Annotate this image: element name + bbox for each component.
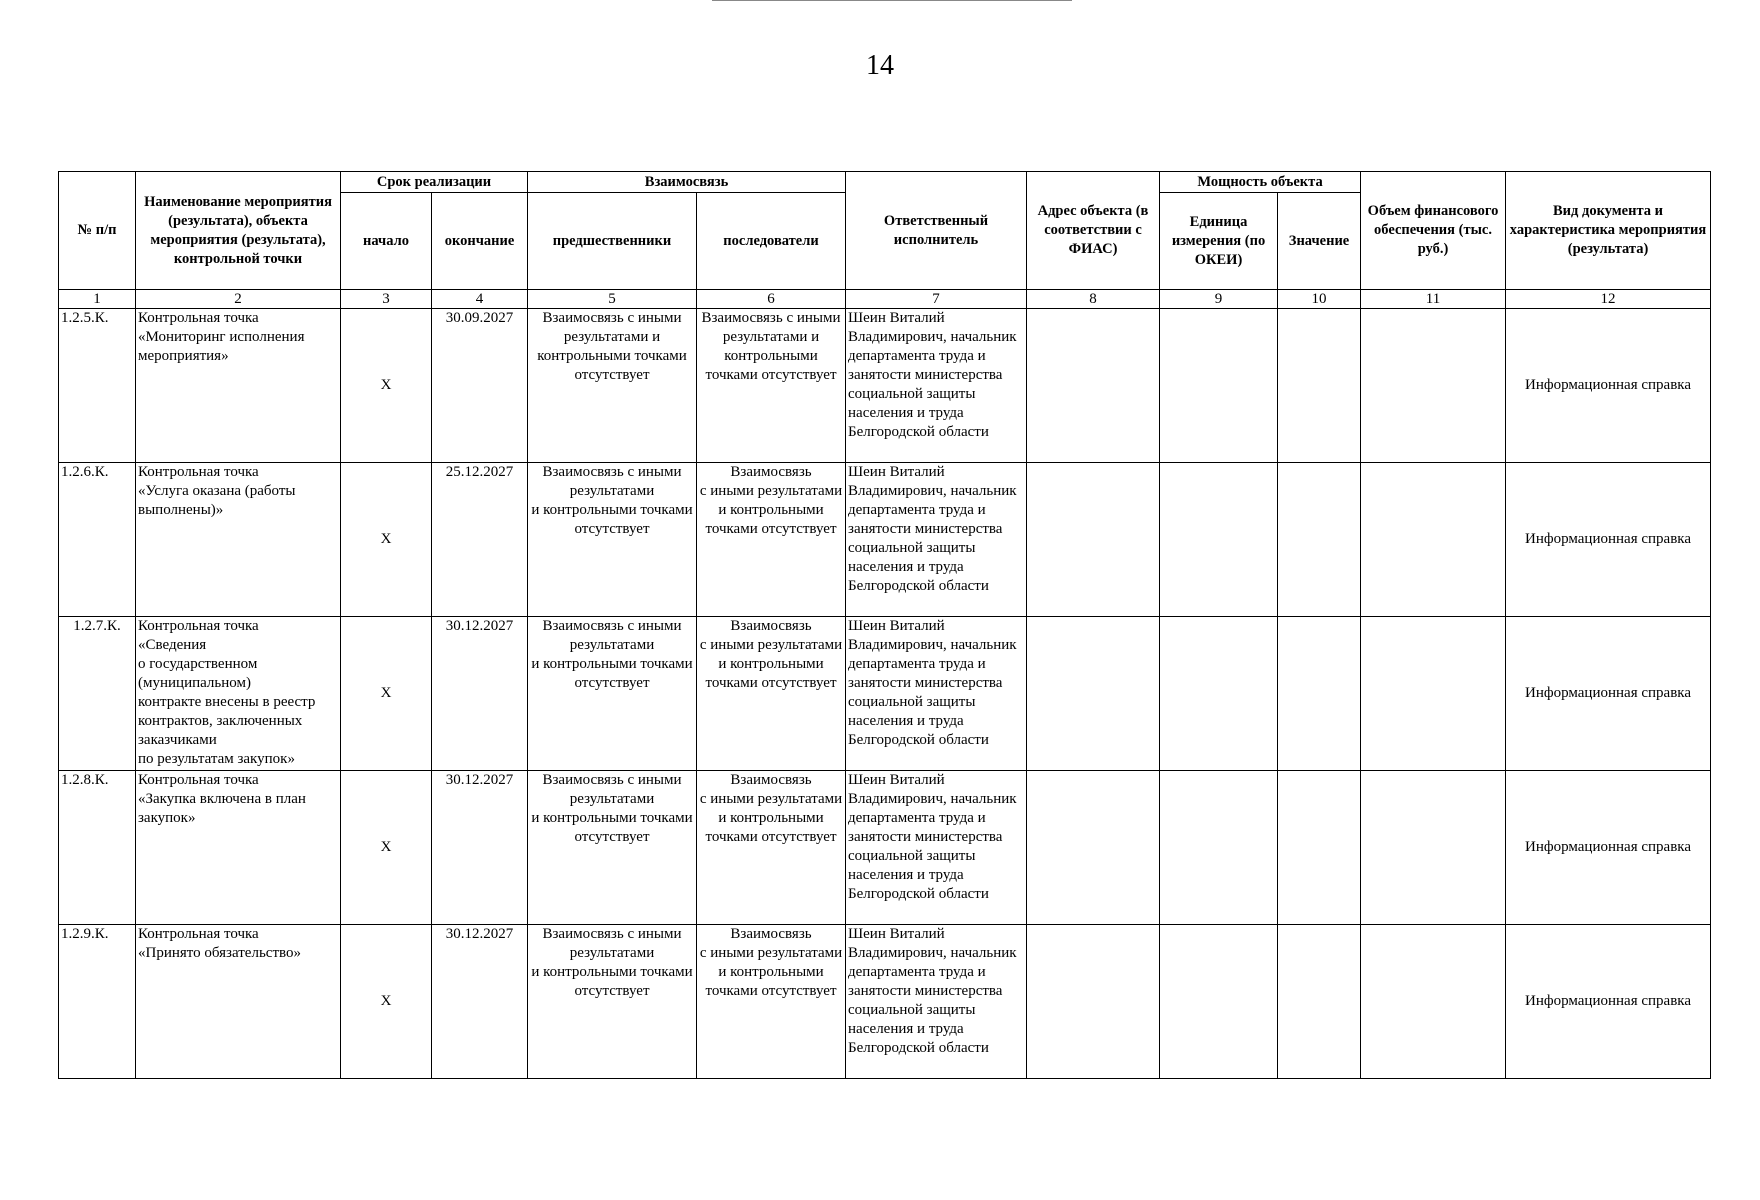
header-period-start: начало xyxy=(341,193,432,290)
table-row xyxy=(59,925,1711,1079)
row-responsible: Шеин Виталий Владимирович, начальник департамента труда и занятости министерства социальной защиты населения и труда Белгородской области xyxy=(846,617,1027,771)
row-value xyxy=(1278,309,1361,463)
row-prev: Взаимосвязь с иными результатами и контрольными точками отсутствует xyxy=(528,925,697,1079)
row-unit xyxy=(1160,771,1278,925)
row-finance xyxy=(1361,771,1506,925)
row-name: Контрольная точка «Закупка включена в план закупок» xyxy=(136,771,341,925)
row-doc: Информационная справка xyxy=(1506,309,1711,463)
row-address xyxy=(1027,309,1160,463)
row-finance xyxy=(1361,309,1506,463)
column-number: 12 xyxy=(1506,290,1711,309)
row-start: X xyxy=(341,463,432,617)
header-capacity: Мощность объекта xyxy=(1160,172,1361,193)
row-address xyxy=(1027,617,1160,771)
row-start: X xyxy=(341,925,432,1079)
column-number: 7 xyxy=(846,290,1027,309)
column-number: 10 xyxy=(1278,290,1361,309)
row-start: X xyxy=(341,771,432,925)
row-unit xyxy=(1160,463,1278,617)
row-name: Контрольная точка «Услуга оказана (работы выполнены)» xyxy=(136,463,341,617)
row-name: Контрольная точка «Мониторинг исполнения мероприятия» xyxy=(136,309,341,463)
column-number: 11 xyxy=(1361,290,1506,309)
row-address xyxy=(1027,925,1160,1079)
column-number: 2 xyxy=(136,290,341,309)
column-number: 9 xyxy=(1160,290,1278,309)
row-unit xyxy=(1160,925,1278,1079)
row-start: X xyxy=(341,309,432,463)
row-value xyxy=(1278,463,1361,617)
header-address: Адрес объекта (в соответствии с ФИАС) xyxy=(1027,172,1160,290)
row-id: 1.2.9.К. xyxy=(59,925,136,1079)
row-prev: Взаимосвязь с иными результатами и контрольными точками отсутствует xyxy=(528,617,697,771)
row-finance xyxy=(1361,463,1506,617)
row-doc: Информационная справка xyxy=(1506,925,1711,1079)
header-finance: Объем финансового обеспечения (тыс. руб.) xyxy=(1361,172,1506,290)
plan-table xyxy=(58,171,1711,1079)
row-responsible: Шеин Виталий Владимирович, начальник департамента труда и занятости министерства социальной защиты населения и труда Белгородской области xyxy=(846,309,1027,463)
header-period: Срок реализации xyxy=(341,172,528,193)
table-row xyxy=(59,771,1711,925)
row-end: 25.12.2027 xyxy=(432,463,528,617)
column-numbers-row xyxy=(59,290,1711,309)
row-value xyxy=(1278,925,1361,1079)
row-responsible: Шеин Виталий Владимирович, начальник департамента труда и занятости министерства социальной защиты населения и труда Белгородской области xyxy=(846,771,1027,925)
row-finance xyxy=(1361,617,1506,771)
header-period-end: окончание xyxy=(432,193,528,290)
row-value xyxy=(1278,617,1361,771)
row-next: Взаимосвязь с иными результатами и контрольными точками отсутствует xyxy=(697,925,846,1079)
row-prev: Взаимосвязь с иными результатами и контрольными точками отсутствует xyxy=(528,463,697,617)
header-link-next: последователи xyxy=(697,193,846,290)
row-id: 1.2.7.К. xyxy=(59,617,136,771)
row-name: Контрольная точка «Сведения о государственном (муниципальном) контракте внесены в реестр контрактов, заключенных заказчиками по результатам закупок» xyxy=(136,617,341,771)
row-name: Контрольная точка «Принято обязательство» xyxy=(136,925,341,1079)
row-next: Взаимосвязь с иными результатами и контрольными точками отсутствует xyxy=(697,771,846,925)
page-number: 14 xyxy=(866,50,894,81)
header-name: Наименование мероприятия (результата), объекта мероприятия (результата), контрольной точки xyxy=(136,172,341,290)
table-row xyxy=(59,617,1711,771)
column-number: 5 xyxy=(528,290,697,309)
row-value xyxy=(1278,771,1361,925)
column-number: 6 xyxy=(697,290,846,309)
header-num: № п/п xyxy=(59,172,136,290)
column-number: 3 xyxy=(341,290,432,309)
row-doc: Информационная справка xyxy=(1506,771,1711,925)
header-doc: Вид документа и характеристика мероприятия (результата) xyxy=(1506,172,1711,290)
row-doc: Информационная справка xyxy=(1506,617,1711,771)
row-next: Взаимосвязь с иными результатами и контрольными точками отсутствует xyxy=(697,309,846,463)
row-unit xyxy=(1160,617,1278,771)
table-row xyxy=(59,309,1711,463)
row-address xyxy=(1027,463,1160,617)
row-end: 30.12.2027 xyxy=(432,617,528,771)
table-row xyxy=(59,463,1711,617)
row-end: 30.09.2027 xyxy=(432,309,528,463)
row-id: 1.2.6.К. xyxy=(59,463,136,617)
header-link-prev: предшественники xyxy=(528,193,697,290)
row-finance xyxy=(1361,925,1506,1079)
header-value: Значение xyxy=(1278,193,1361,290)
header-responsible: Ответственный исполнитель xyxy=(846,172,1027,290)
row-responsible: Шеин Виталий Владимирович, начальник департамента труда и занятости министерства социальной защиты населения и труда Белгородской области xyxy=(846,925,1027,1079)
row-responsible: Шеин Виталий Владимирович, начальник департамента труда и занятости министерства социальной защиты населения и труда Белгородской области xyxy=(846,463,1027,617)
row-unit xyxy=(1160,309,1278,463)
row-address xyxy=(1027,771,1160,925)
header-link: Взаимосвязь xyxy=(528,172,846,193)
row-id: 1.2.8.К. xyxy=(59,771,136,925)
row-doc: Информационная справка xyxy=(1506,463,1711,617)
column-number: 1 xyxy=(59,290,136,309)
column-number: 4 xyxy=(432,290,528,309)
row-end: 30.12.2027 xyxy=(432,771,528,925)
top-edge-line xyxy=(712,0,1072,1)
row-end: 30.12.2027 xyxy=(432,925,528,1079)
column-number: 8 xyxy=(1027,290,1160,309)
row-prev: Взаимосвязь с иными результатами и контрольными точками отсутствует xyxy=(528,771,697,925)
row-next: Взаимосвязь с иными результатами и контрольными точками отсутствует xyxy=(697,617,846,771)
row-next: Взаимосвязь с иными результатами и контрольными точками отсутствует xyxy=(697,463,846,617)
header-unit: Единица измерения (по ОКЕИ) xyxy=(1160,193,1278,290)
row-id: 1.2.5.К. xyxy=(59,309,136,463)
row-prev: Взаимосвязь с иными результатами и контрольными точками отсутствует xyxy=(528,309,697,463)
row-start: X xyxy=(341,617,432,771)
